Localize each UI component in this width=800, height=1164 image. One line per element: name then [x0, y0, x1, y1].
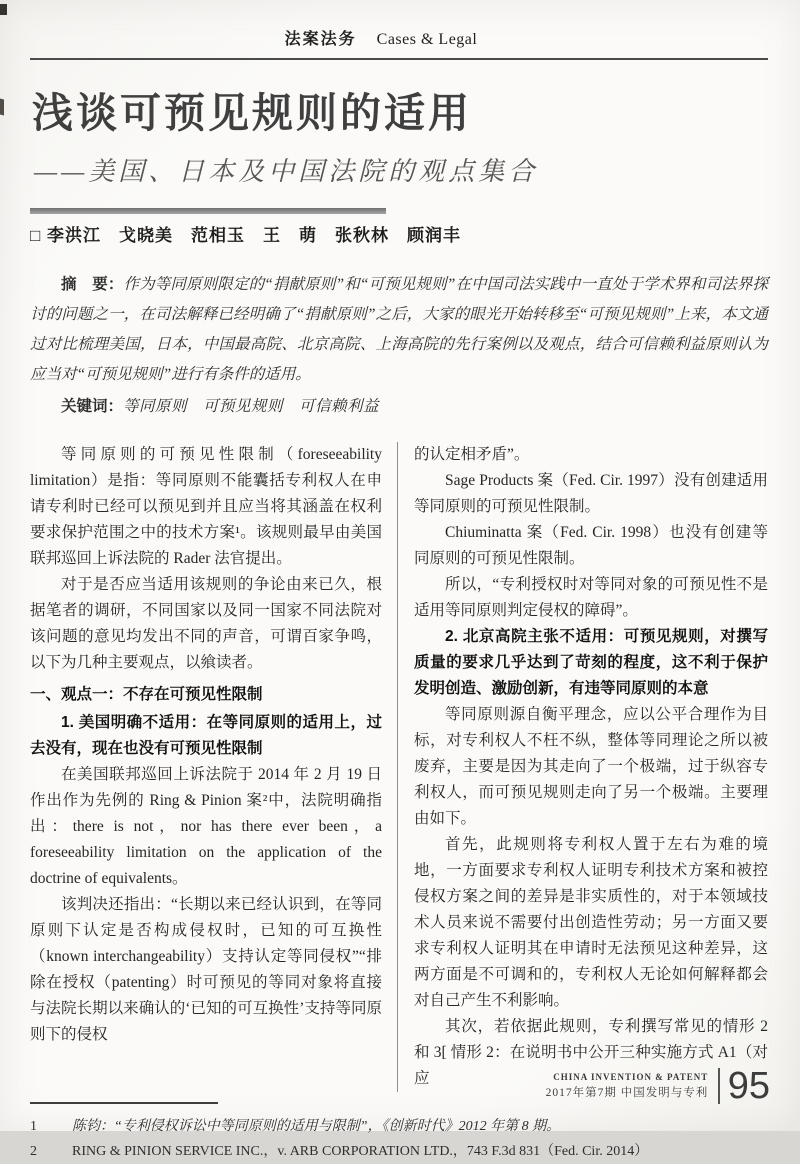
footnote-rule: [30, 1102, 218, 1104]
article-title: 浅谈可预见规则的适用: [32, 90, 472, 136]
footnote-number: 2: [30, 1143, 37, 1159]
paragraph: 其次，若依据此规则，专利撰写常见的情形 2 和 3[ 情形 2：在说明书中公开三种实施方式 A1（对应: [414, 1018, 768, 1088]
keywords-block: [30, 392, 768, 422]
scan-artifact-left: [0, 99, 4, 116]
paragraph: 等同原则源自衡平理念，应以公平合理作为目标，对专利权人不枉不纵，整体等同理论之所以被废弃，主要是因为其走向了一个极端，过于纵容专利权人，而可预见规则走向了另一个极端。主要理由如下。: [414, 706, 768, 828]
right-column: [398, 442, 768, 1092]
footnote-text: RING & PINION SERVICE INC.，v. ARB CORPORATION LTD.，743 F.3d 831（Fed. Cir. 2014）: [72, 1143, 649, 1159]
paragraph: 等同原则的可预见性限制（foreseeability limitation）是指：等同原则不能囊括专利权人在申请专利时已经可以预见到并且应当将其涵盖在权利要求保护范围之中的技术方案¹。该规则最早由美国联邦巡回上诉法院的 Rader 法官提出。: [30, 446, 382, 568]
paragraph: 对于是否应当适用该规则的争论由来已久，根据笔者的调研，不同国家以及同一国家不同法院对该问题的意见均发出不同的声音，可谓百家争鸣，以下为几种主要观点，以飨读者。: [30, 576, 382, 672]
section-label-cn: 法案法务: [284, 31, 357, 48]
section-label-en: Cases & Legal: [376, 31, 478, 48]
footnote: [30, 1114, 768, 1139]
journal-name-block: [546, 1072, 709, 1100]
footnote-number: 1: [30, 1118, 37, 1134]
footnote-text: 陈钧：“专利侵权诉讼中等同原则的适用与限制”，《创新时代》2012 年第 8 期。: [72, 1118, 561, 1134]
authors-divider-bar: [30, 208, 386, 214]
article-subtitle: ——美国、日本及中国法院的观点集合: [34, 157, 539, 187]
authors-line: □ 李洪江 戈晓美 范相玉 王 萌 张秋林 顾润丰: [30, 226, 461, 246]
header-rule: [30, 58, 768, 60]
abstract-block: [30, 270, 768, 390]
page-number: 95: [727, 1065, 770, 1107]
journal-name-en: CHINA INVENTION & PATENT: [553, 1072, 709, 1082]
footnotes: [30, 1102, 768, 1164]
footer-divider-bar: [718, 1068, 720, 1104]
abstract-label: 摘 要：: [61, 276, 124, 294]
paragraph: 该判决还指出：“长期以来已经认识到，在等同原则下认定是否构成侵权时，已知的可互换性（known interchangeability）支持认定等同侵权”“排除在授权（patenting）时可预见的等同对象将直接与法院长期以来确认的‘已知的可互换性’支持等同原则下的侵权: [30, 896, 382, 1044]
paragraph: 所以，“专利授权时对等同对象的可预见性不是适用等同原则判定侵权的障碍”。: [414, 576, 768, 620]
paragraph: 在美国联邦巡回上诉法院于 2014 年 2 月 19 日作出作为先例的 Ring & Pinion 案²中，法院明确指出：there is not，nor has there ever been，a foreseeability limitation on the application of the doctrine of equivalents。: [30, 766, 382, 888]
journal-name-cn: 2017年第7期 中国发明与专利: [545, 1087, 709, 1099]
page-header: [12, 0, 750, 49]
paragraph: Sage Products 案（Fed. Cir. 1997）没有创建适用等同原则的可预见性限制。: [414, 472, 768, 516]
page-footer: [546, 1067, 770, 1105]
abstract-text: 作为等同原则限定的“捐献原则”和“可预见规则”在中国司法实践中一直处于学术界和司法界探讨的问题之一，在司法解释已经明确了“捐献原则”之后，大家的眼光开始转移至“可预见规则”上来，本文通过对比梳理美国，日本，中国最高院、北京高院、上海高院的先行案例以及观点，结合可信赖利益原则认为应当对“可预见规则”进行有条件的适用。: [30, 276, 768, 384]
section-heading: 一、观点一：不存在可预见性限制: [30, 686, 263, 704]
footnote: [30, 1139, 768, 1164]
keywords-label: 关键词：: [61, 398, 124, 416]
article-body: [30, 442, 768, 1092]
left-column: [30, 442, 397, 1092]
paragraph: Chiuminatta 案（Fed. Cir. 1998）也没有创建等同原则的可预见性限制。: [414, 524, 768, 568]
sub-heading: 1. 美国明确不适用：在等同原则的适用上，过去没有，现在也没有可预见性限制: [30, 714, 382, 758]
scan-artifact-top: [0, 4, 7, 15]
paragraph: 的认定相矛盾”。: [414, 446, 530, 464]
keywords-text: 等同原则 可预见规则 可信赖利益: [123, 398, 380, 416]
sub-heading: 2. 北京高院主张不适用：可预见规则，对撰写质量的要求几乎达到了苛刻的程度，这不利于保护发明创造、激励创新，有违等同原则的本意: [414, 628, 768, 698]
paragraph: 首先，此规则将专利权人置于左右为难的境地，一方面要求专利权人证明专利技术方案和被控侵权方案之间的差异是非实质性的，对于本领域技术人员来说不需要付出创造性劳动；另一方面又要求专利权人证明其在申请时无法预见这种差异，这两方面是不可调和的，专利权人无论如何解释都会对自己产生不利影响。: [414, 836, 768, 1010]
